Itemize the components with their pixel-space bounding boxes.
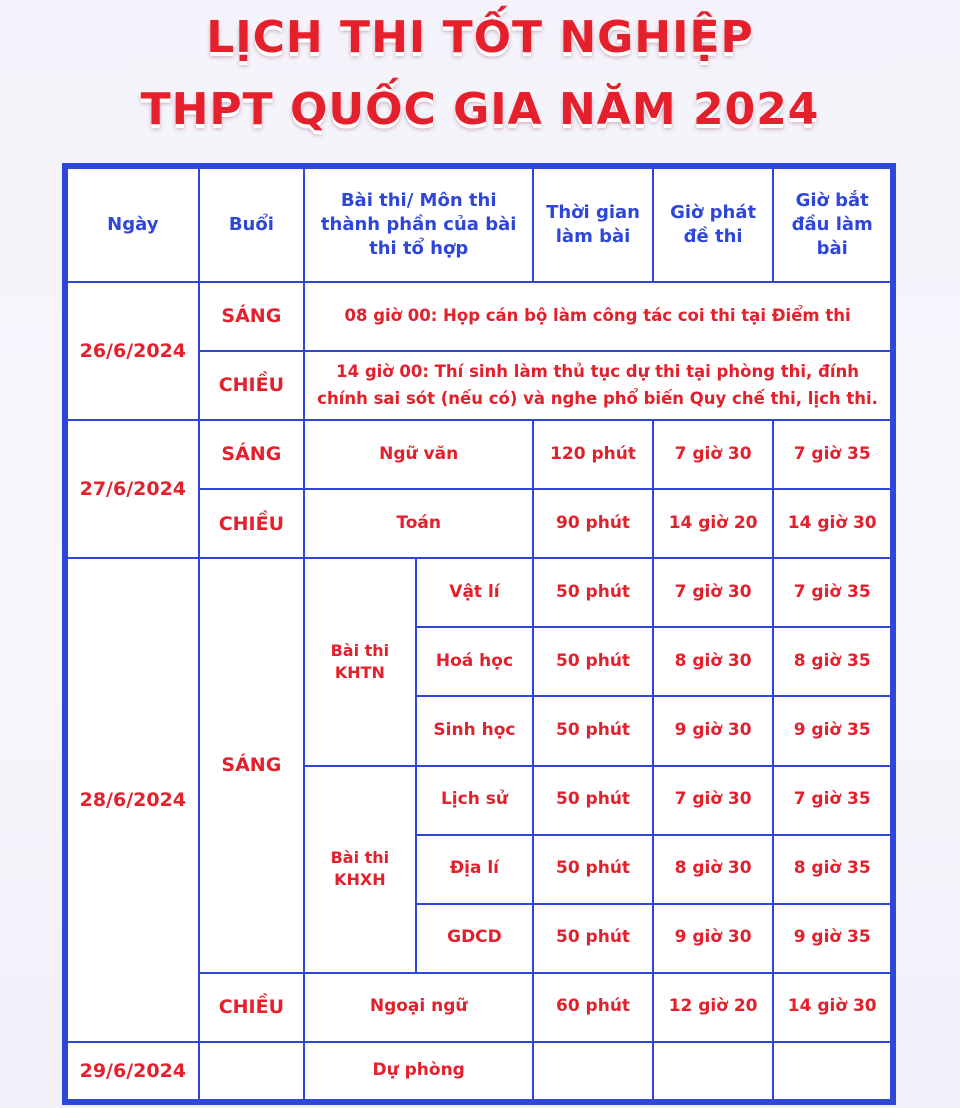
subject-cell: Ngoại ngữ xyxy=(304,973,533,1042)
duration-cell: 60 phút xyxy=(533,973,653,1042)
distribute-time-cell: 9 giờ 30 xyxy=(653,696,774,765)
date-cell: 26/6/2024 xyxy=(67,282,199,420)
header-distribute-time: Giờ phát đề thi xyxy=(653,168,774,282)
start-time-cell: 9 giờ 35 xyxy=(773,904,891,973)
distribute-time-cell: 7 giờ 30 xyxy=(653,558,774,627)
duration-cell: 90 phút xyxy=(533,489,653,558)
table-row xyxy=(67,282,891,351)
distribute-time-cell: 7 giờ 30 xyxy=(653,420,774,489)
distribute-time-cell xyxy=(653,1042,774,1100)
subject-cell: Ngữ văn xyxy=(304,420,533,489)
start-time-cell: 8 giờ 35 xyxy=(773,627,891,696)
page-subtitle: THPT QUỐC GIA NĂM 2024 xyxy=(140,84,820,135)
table-row xyxy=(67,1042,891,1100)
duration-cell: 50 phút xyxy=(533,696,653,765)
table-row xyxy=(67,558,891,627)
start-time-cell: 14 giờ 30 xyxy=(773,973,891,1042)
group-cell-khxh: Bài thi KHXH xyxy=(304,766,416,973)
duration-cell: 50 phút xyxy=(533,904,653,973)
header-day: Ngày xyxy=(67,168,199,282)
duration-cell: 120 phút xyxy=(533,420,653,489)
distribute-time-cell: 8 giờ 30 xyxy=(653,835,774,904)
duration-cell: 50 phút xyxy=(533,835,653,904)
start-time-cell: 9 giờ 35 xyxy=(773,696,891,765)
subject-cell: Vật lí xyxy=(416,558,534,627)
date-cell: 28/6/2024 xyxy=(67,558,199,1041)
start-time-cell: 7 giờ 35 xyxy=(773,420,891,489)
session-cell: SÁNG xyxy=(199,558,305,972)
header-subject: Bài thi/ Môn thi thành phần của bài thi tổ hợp xyxy=(304,168,533,282)
distribute-time-cell: 12 giờ 20 xyxy=(653,973,774,1042)
note-cell: 08 giờ 00: Họp cán bộ làm công tác coi thi tại Điểm thi xyxy=(304,282,891,351)
header-start-time: Giờ bắt đầu làm bài xyxy=(773,168,891,282)
note-cell: 14 giờ 00: Thí sinh làm thủ tục dự thi tại phòng thi, đính chính sai sót (nếu có) và nghe phổ biến Quy chế thi, lịch thi. xyxy=(304,351,891,420)
duration-cell: 50 phút xyxy=(533,558,653,627)
header-session: Buổi xyxy=(199,168,305,282)
date-cell: 27/6/2024 xyxy=(67,420,199,558)
session-cell xyxy=(199,1042,305,1100)
header-row xyxy=(67,168,891,282)
start-time-cell: 8 giờ 35 xyxy=(773,835,891,904)
subject-cell: Dự phòng xyxy=(304,1042,533,1100)
session-cell: CHIỀU xyxy=(199,351,305,420)
start-time-cell xyxy=(773,1042,891,1100)
subject-cell: Toán xyxy=(304,489,533,558)
subject-cell: Hoá học xyxy=(416,627,534,696)
distribute-time-cell: 14 giờ 20 xyxy=(653,489,774,558)
session-cell: CHIỀU xyxy=(199,489,305,558)
subject-cell: Địa lí xyxy=(416,835,534,904)
duration-cell xyxy=(533,1042,653,1100)
session-cell: CHIỀU xyxy=(199,973,305,1042)
session-cell: SÁNG xyxy=(199,282,305,351)
distribute-time-cell: 7 giờ 30 xyxy=(653,766,774,835)
duration-cell: 50 phút xyxy=(533,627,653,696)
session-cell: SÁNG xyxy=(199,420,305,489)
exam-schedule-table xyxy=(66,167,892,1101)
distribute-time-cell: 9 giờ 30 xyxy=(653,904,774,973)
subject-cell: GDCD xyxy=(416,904,534,973)
table-row xyxy=(67,420,891,489)
subject-cell: Lịch sử xyxy=(416,766,534,835)
distribute-time-cell: 8 giờ 30 xyxy=(653,627,774,696)
start-time-cell: 7 giờ 35 xyxy=(773,766,891,835)
subject-cell: Sinh học xyxy=(416,696,534,765)
start-time-cell: 7 giờ 35 xyxy=(773,558,891,627)
duration-cell: 50 phút xyxy=(533,766,653,835)
group-cell-khtn: Bài thi KHTN xyxy=(304,558,416,765)
date-cell: 29/6/2024 xyxy=(67,1042,199,1100)
header-duration: Thời gian làm bài xyxy=(533,168,653,282)
start-time-cell: 14 giờ 30 xyxy=(773,489,891,558)
page-title: LỊCH THI TỐT NGHIỆP xyxy=(206,12,754,63)
